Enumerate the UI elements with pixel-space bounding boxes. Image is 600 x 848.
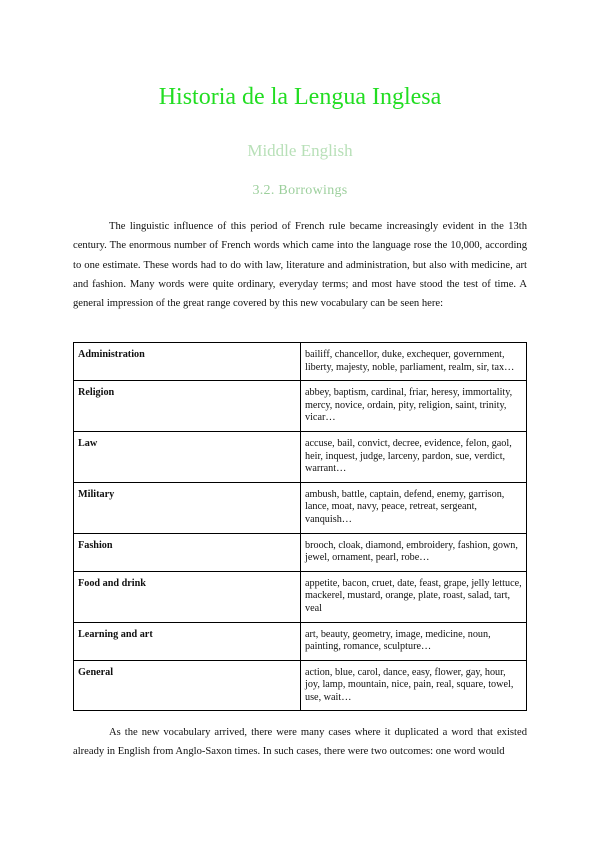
words-cell: abbey, baptism, cardinal, friar, heresy, immortality, mercy, novice, ordain, pity, religion, saint, trinity, vicar… [301, 381, 527, 432]
words-cell: brooch, cloak, diamond, embroidery, fashion, gown, jewel, ornament, pearl, robe… [301, 533, 527, 571]
table-row [74, 622, 527, 660]
category-cell: General [74, 660, 301, 711]
section-heading: 3.2. Borrowings [252, 183, 348, 198]
category-cell: Fashion [74, 533, 301, 571]
table-row [74, 343, 527, 381]
table-row [74, 431, 527, 482]
intro-paragraph-text: The linguistic influence of this period of French rule became increasingly evident in the 13th century. The enormous number of French words which came into the language rose the 10,000, according to one estimate. These words had to do with law, literature and administration, but also with medicine, art and fashion. Many words were quite ordinary, everyday terms; and most have stood the test of time. A general impression of the great range covered by this new vocabulary can be seen here: [73, 221, 527, 310]
intro-paragraph [73, 217, 527, 313]
words-cell: action, blue, carol, dance, easy, flower, gay, hour, joy, lamp, mountain, nice, pain, real, square, towel, use, wait… [301, 660, 527, 711]
table-row [74, 381, 527, 432]
table-row [74, 482, 527, 533]
category-cell: Administration [74, 343, 301, 381]
closing-paragraph [73, 723, 527, 762]
words-cell: accuse, bail, convict, decree, evidence, felon, gaol, heir, inquest, judge, larceny, pardon, sue, verdict, warrant… [301, 431, 527, 482]
vocabulary-table [73, 342, 527, 711]
table-row [74, 571, 527, 622]
chapter-subtitle: Middle English [247, 141, 353, 160]
words-cell: ambush, battle, captain, defend, enemy, garrison, lance, moat, navy, peace, retreat, sergeant, vanquish… [301, 482, 527, 533]
document-title: Historia de la Lengua Inglesa [158, 84, 442, 110]
category-cell: Learning and art [74, 622, 301, 660]
closing-paragraph-text: As the new vocabulary arrived, there were many cases where it duplicated a word that existed already in English from Anglo-Saxon times. In such cases, there were two outcomes: one word would [73, 727, 527, 758]
category-cell: Military [74, 482, 301, 533]
table-row [74, 660, 527, 711]
category-cell: Food and drink [74, 571, 301, 622]
table-row [74, 533, 527, 571]
category-cell: Law [74, 431, 301, 482]
words-cell: art, beauty, geometry, image, medicine, noun, painting, romance, sculpture… [301, 622, 527, 660]
category-cell: Religion [74, 381, 301, 432]
words-cell: bailiff, chancellor, duke, exchequer, government, liberty, majesty, noble, parliament, realm, sir, tax… [301, 343, 527, 381]
words-cell: appetite, bacon, cruet, date, feast, grape, jelly lettuce, mackerel, mustard, orange, plate, roast, salad, tart, veal [301, 571, 527, 622]
